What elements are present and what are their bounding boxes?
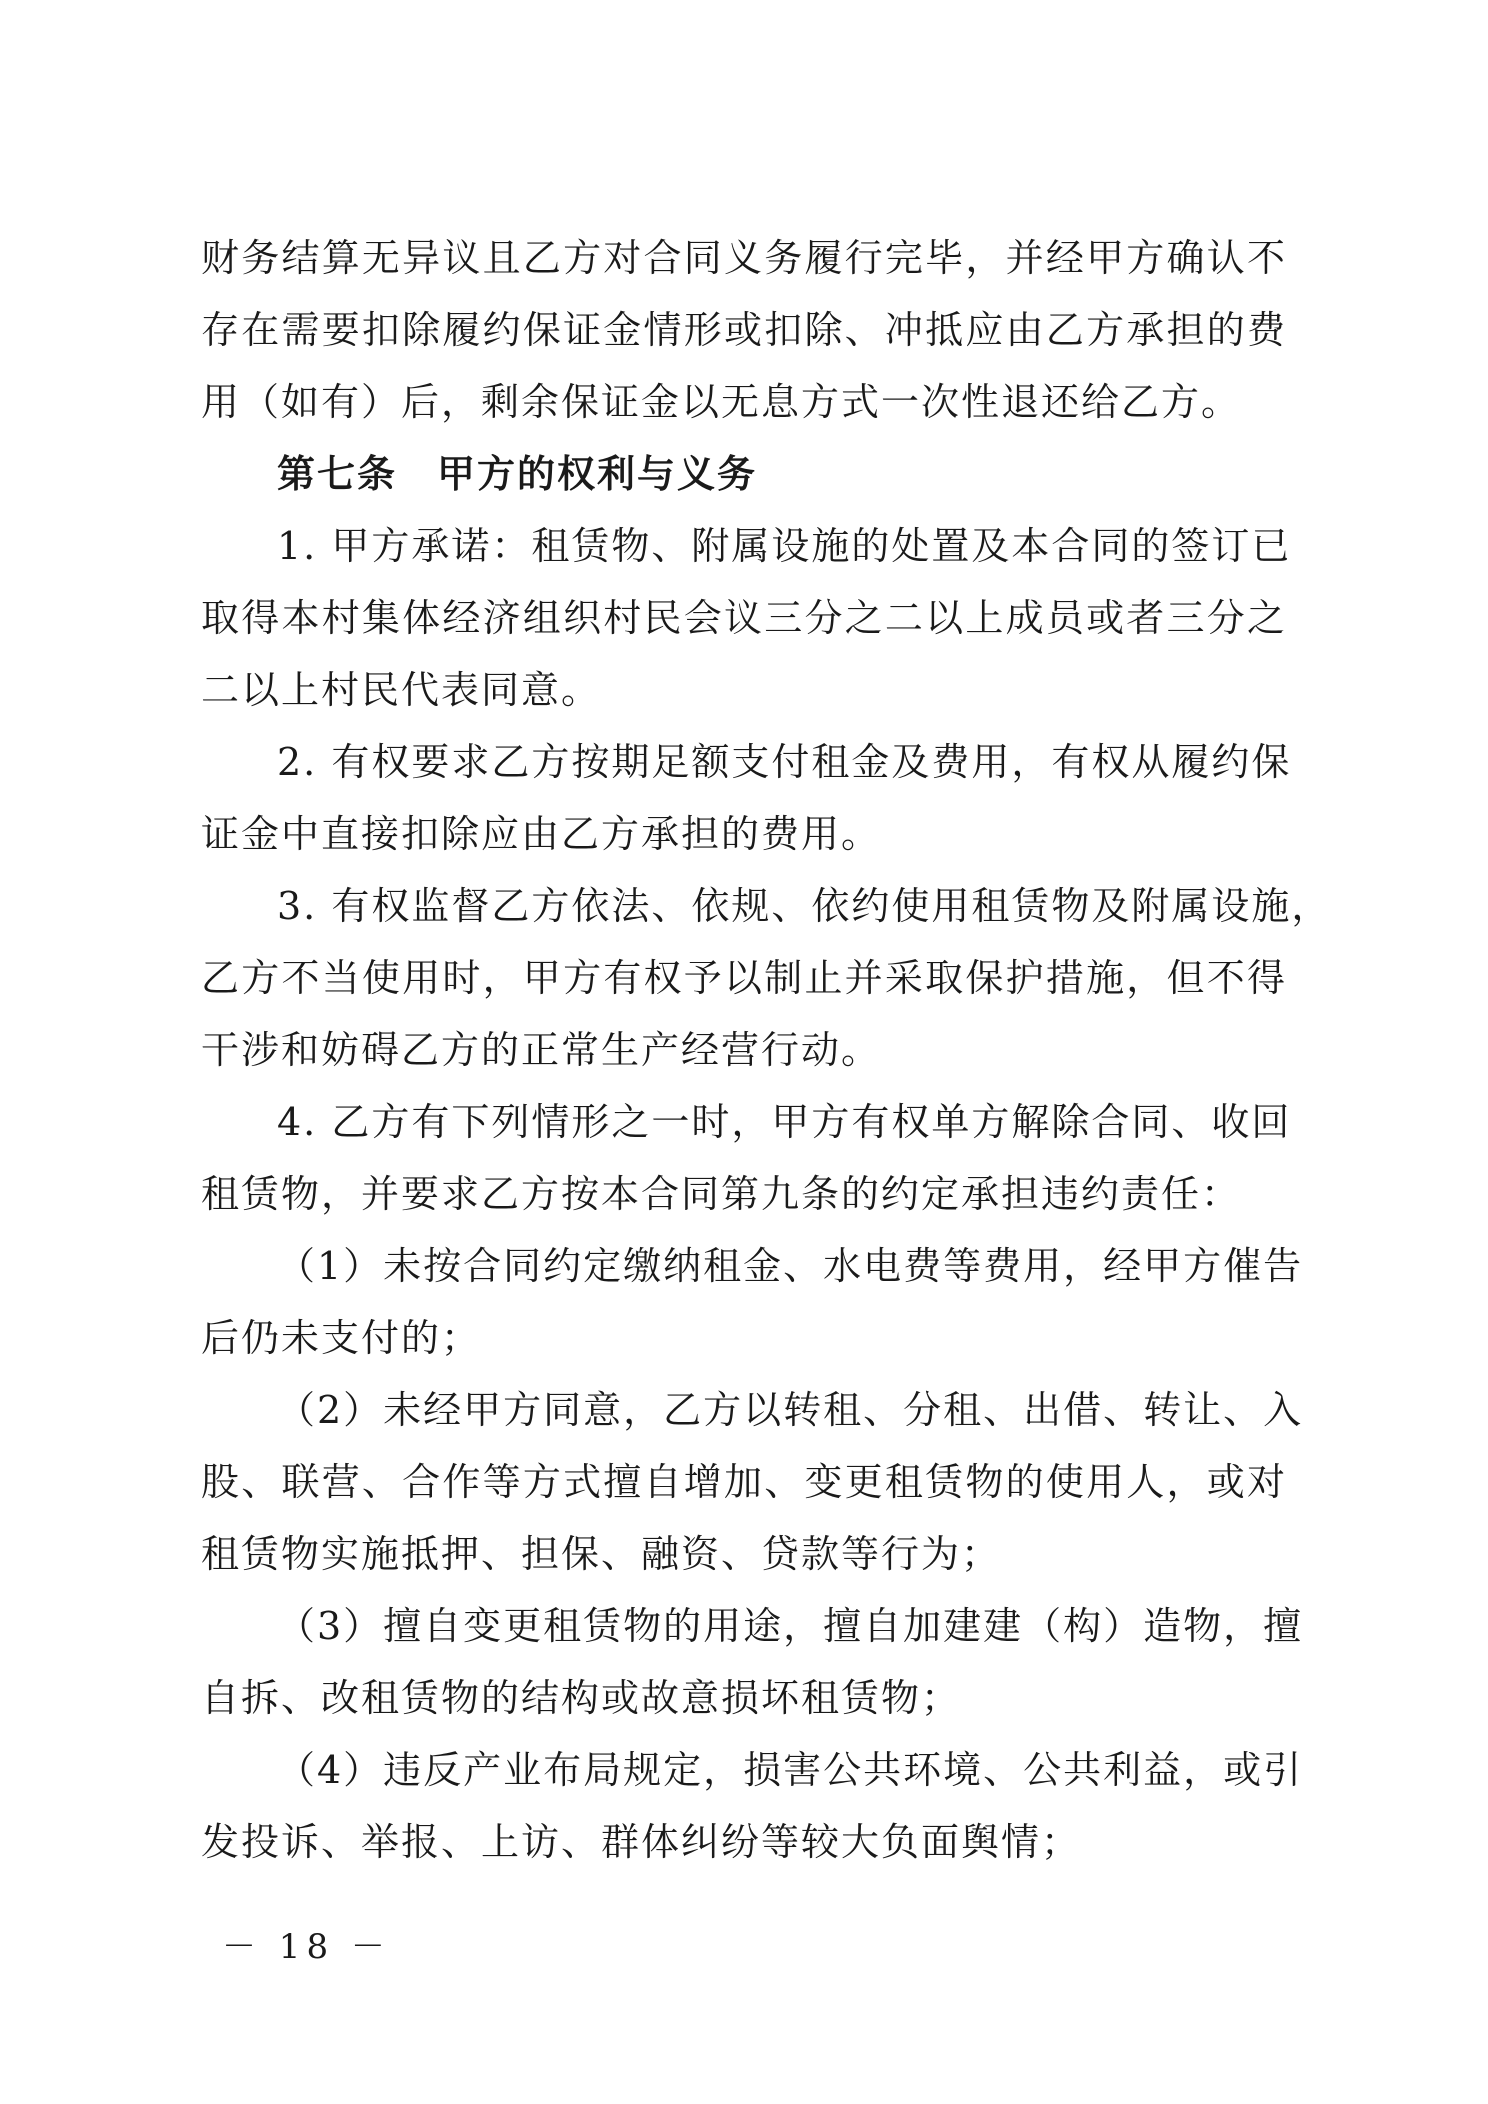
paragraph-line: 乙方不当使用时，甲方有权予以制止并采取保护措施，但不得 [201,956,1287,1000]
clause-2-line: 2. 有权要求乙方按期足额支付租金及费用，有权从履约保 [277,740,1292,784]
clause-1-line: 1. 甲方承诺：租赁物、附属设施的处置及本合同的签订已 [277,524,1292,568]
paragraph-line: 发投诉、举报、上访、群体纠纷等较大负面舆情； [201,1820,1082,1864]
paragraph-line: 后仍未支付的； [201,1316,482,1360]
clause-4-line: 4. 乙方有下列情形之一时，甲方有权单方解除合同、收回 [277,1100,1292,1144]
paragraph-line: 租赁物实施抵押、担保、融资、贷款等行为； [201,1532,1002,1576]
paragraph-line: 用（如有）后，剩余保证金以无息方式一次性退还给乙方。 [201,380,1242,424]
paragraph-line: 租赁物，并要求乙方按本合同第九条的约定承担违约责任： [201,1172,1242,1216]
paragraph-line: 二以上村民代表同意。 [201,668,602,712]
document-body [201,222,1332,1878]
paragraph-line: 存在需要扣除履约保证金情形或扣除、冲抵应由乙方承担的费 [201,308,1287,352]
article-title: 甲方的权利与义务 [437,452,758,496]
paragraph-line: 财务结算无异议且乙方对合同义务履行完毕，并经甲方确认不 [201,236,1287,280]
sub-item-1-line: （1）未按合同约定缴纳租金、水电费等费用，经甲方催告 [277,1244,1304,1288]
paragraph-line: 自拆、改租赁物的结构或故意损坏租赁物； [201,1676,962,1720]
paragraph-line: 取得本村集体经济组织村民会议三分之二以上成员或者三分之 [201,596,1287,640]
sub-item-3-line: （3）擅自变更租赁物的用途，擅自加建建（构）造物，擅 [277,1604,1304,1648]
page-number: － 18 － [222,1927,391,1967]
article-heading [201,438,1287,510]
paragraph-line: 证金中直接扣除应由乙方承担的费用。 [201,812,882,856]
sub-item-4-line: （4）违反产业布局规定，损害公共环境、公共利益，或引 [277,1748,1304,1792]
sub-item-2-line: （2）未经甲方同意，乙方以转租、分租、出借、转让、入 [277,1388,1304,1432]
paragraph-line: 股、联营、合作等方式擅自增加、变更租赁物的使用人，或对 [201,1460,1287,1504]
clause-3-line: 3. 有权监督乙方依法、依规、依约使用租赁物及附属设施， [277,884,1332,928]
paragraph-line: 干涉和妨碍乙方的正常生产经营行动。 [201,1028,882,1072]
article-number: 第七条 [277,452,398,496]
